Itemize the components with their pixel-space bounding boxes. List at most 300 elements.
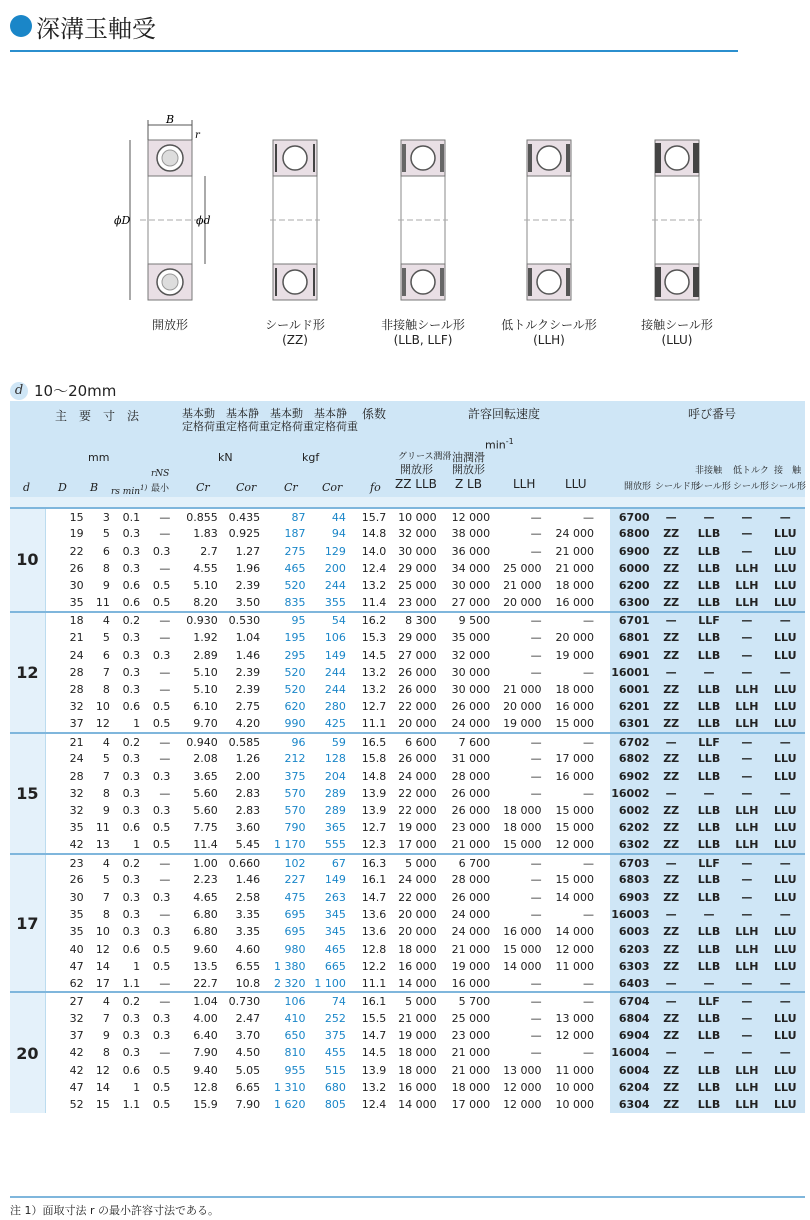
table-row xyxy=(10,923,805,940)
hdr-t-contact1: 接 触 xyxy=(774,466,802,476)
cell-f0: 12.7 xyxy=(361,700,387,714)
cell-llu2: — xyxy=(766,854,806,871)
cell-k2: 425 xyxy=(324,717,346,731)
cell-B: 7 xyxy=(102,890,110,904)
cell-r: 0.3 xyxy=(122,631,141,645)
cell-llu2: LLU xyxy=(766,750,806,767)
cell-f0: 12.4 xyxy=(361,1098,387,1112)
cell-llu2: LLU xyxy=(766,716,806,733)
hdr-col-B: B xyxy=(90,481,99,494)
cell-k2: 74 xyxy=(306,992,346,1009)
cell-B: 13 xyxy=(95,838,110,852)
cell-llb: LLB xyxy=(690,1079,728,1096)
cell-open: 6000 xyxy=(610,560,652,577)
hdr-callno: 呼び番号 xyxy=(688,407,737,421)
cell-f0: 15.7 xyxy=(346,508,386,525)
cell-B: 6 xyxy=(102,544,110,558)
cell-r1: 0.5 xyxy=(152,1080,171,1094)
spacer-cell xyxy=(594,975,610,992)
cell-oil: 30 000 xyxy=(451,683,491,697)
cell-r1: 0.3 xyxy=(152,1029,171,1043)
table-row xyxy=(10,767,805,784)
page-title xyxy=(10,10,156,42)
cell-llu2: LLU xyxy=(766,1027,806,1044)
cell-open: 6704 xyxy=(610,992,652,1009)
cell-zz: 14 000 xyxy=(398,976,437,990)
cell-r: 0.2 xyxy=(110,992,140,1009)
cell-llh: — xyxy=(490,612,541,629)
cell-open: 6002 xyxy=(610,802,652,819)
cell-llb: LLB xyxy=(690,889,728,906)
hdr-speed-unit: $\min^{-1}$ xyxy=(485,437,514,452)
cell-zz: 20 000 xyxy=(398,717,437,731)
cell-zz: 18 000 xyxy=(398,1046,437,1060)
cell-D: 32 xyxy=(69,1011,84,1025)
cell-r: 0.3 xyxy=(122,873,141,887)
cell-llu: — xyxy=(583,1046,595,1060)
cell-r1: 0.5 xyxy=(152,838,171,852)
hdr-load1b: 定格荷重 xyxy=(182,420,226,433)
cell-llh2: — xyxy=(728,767,765,784)
spacer-cell xyxy=(594,612,610,629)
cell-open: 6703 xyxy=(610,854,652,871)
cell-r1: 0.3 xyxy=(152,769,171,783)
cell-zz: 16 000 xyxy=(398,1080,437,1094)
cell-llu: — xyxy=(542,612,594,629)
cell-llh2: LLH xyxy=(728,577,765,594)
cell-zzs: — xyxy=(653,854,690,871)
cell-llh: — xyxy=(530,648,542,662)
table-row xyxy=(10,1044,805,1061)
cell-llu2: LLU xyxy=(766,560,806,577)
range-text: 10～20mm xyxy=(34,382,117,400)
cell-D: 27 xyxy=(45,992,83,1009)
cell-llh2: LLH xyxy=(728,594,765,611)
cell-llu: — xyxy=(583,907,595,921)
cell-k1: 96 xyxy=(260,733,305,750)
cell-llh: 19 000 xyxy=(503,717,542,731)
cell-oil: 30 000 xyxy=(451,665,491,679)
cell-r1: — xyxy=(159,631,171,645)
cell-zzs: — xyxy=(653,664,690,681)
cell-zzs: — xyxy=(653,975,690,992)
cell-llb: LLF xyxy=(690,612,728,629)
cell-f0: 12.4 xyxy=(361,562,387,576)
cell-C0r: 1.26 xyxy=(235,752,261,766)
cell-f0: 14.8 xyxy=(361,769,387,783)
table-row xyxy=(10,750,805,767)
cell-C0r: 2.83 xyxy=(235,786,261,800)
cell-Cr: 1.00 xyxy=(170,854,217,871)
cell-k2: 94 xyxy=(331,527,346,541)
cell-llb: LLB xyxy=(690,767,728,784)
cell-r1: 0.5 xyxy=(152,942,171,956)
hdr-t-shield: シールド形 xyxy=(655,482,700,492)
cell-zzs: ZZ xyxy=(653,646,690,663)
cell-open: 6203 xyxy=(610,940,652,957)
table-row xyxy=(10,975,805,992)
cell-C0r: 0.660 xyxy=(218,854,260,871)
cell-D: 35 xyxy=(69,907,84,921)
cell-llh: 21 000 xyxy=(503,683,542,697)
hdr-min: 最小 xyxy=(151,484,170,494)
cell-zz: 5 000 xyxy=(386,992,436,1009)
cell-k1: 2 320 xyxy=(274,976,306,990)
hdr-t-noncontact2: シール形 xyxy=(695,482,731,492)
spacer-cell xyxy=(594,923,610,940)
cell-llb: LLB xyxy=(690,819,728,836)
spacer-cell xyxy=(594,871,610,888)
cell-zzs: ZZ xyxy=(653,958,690,975)
hdr-oil: 油潤滑 xyxy=(452,451,485,464)
hdr-col-d: d xyxy=(23,481,31,494)
spacer-cell xyxy=(594,1010,610,1027)
cell-C0r: 6.65 xyxy=(235,1080,261,1094)
cell-B: 5 xyxy=(102,527,110,541)
cell-zz: 26 000 xyxy=(398,683,437,697)
cell-B: 9 xyxy=(102,804,110,818)
cell-oil: 17 000 xyxy=(451,1098,491,1112)
cell-llb: — xyxy=(690,975,728,992)
cell-zz: 19 000 xyxy=(398,1029,437,1043)
cell-k2: 44 xyxy=(306,508,346,525)
cell-C0r: 3.35 xyxy=(235,925,261,939)
hdr-rns: rNS xyxy=(151,469,170,479)
cell-llu: — xyxy=(542,733,594,750)
cell-open: 6901 xyxy=(610,646,652,663)
cell-llu: — xyxy=(583,786,595,800)
hdr-t-lowtorque1: 低トルク xyxy=(733,466,769,476)
cell-r: 0.3 xyxy=(122,1011,141,1025)
cell-llu: 20 000 xyxy=(555,631,595,645)
cell-llh2: — xyxy=(728,646,765,663)
table-row xyxy=(10,992,805,1009)
cell-k2: 106 xyxy=(324,631,346,645)
cell-llb: LLF xyxy=(690,854,728,871)
cell-zzs: ZZ xyxy=(653,1079,690,1096)
cell-llu2: LLU xyxy=(766,767,806,784)
cell-oil: 5 700 xyxy=(437,992,490,1009)
cell-f0: 12.2 xyxy=(361,959,387,973)
spacer-cell xyxy=(594,767,610,784)
cell-llb: — xyxy=(690,508,728,525)
hdr-main-dims: 主 要 寸 法 xyxy=(55,409,140,423)
cell-llu2: — xyxy=(766,975,806,992)
cell-zz: 23 000 xyxy=(398,596,437,610)
table-row xyxy=(10,612,805,629)
cell-Cr: 5.10 xyxy=(193,665,218,679)
table-row xyxy=(10,525,805,542)
cell-llu: 14 000 xyxy=(555,890,595,904)
cell-k2: 59 xyxy=(306,733,346,750)
cell-llh: — xyxy=(530,1029,542,1043)
cell-k2: 204 xyxy=(324,769,346,783)
cell-C0r: 2.00 xyxy=(235,769,261,783)
cell-llu2: — xyxy=(766,612,806,629)
cell-C0r: 5.05 xyxy=(235,1063,261,1077)
cell-r1: — xyxy=(140,992,170,1009)
cell-C0r: 1.46 xyxy=(235,873,261,887)
cell-zz: 17 000 xyxy=(398,838,437,852)
cell-llu: 12 000 xyxy=(555,838,595,852)
cell-llb: LLB xyxy=(690,543,728,560)
cell-open: 6903 xyxy=(610,889,652,906)
spacer-cell xyxy=(594,958,610,975)
cell-r: 0.6 xyxy=(122,579,141,593)
cell-open: 6702 xyxy=(610,733,652,750)
cell-C0r: 4.20 xyxy=(235,717,261,731)
cell-llh2: — xyxy=(728,543,765,560)
cell-r1: 0.5 xyxy=(152,821,171,835)
cell-open: 6904 xyxy=(610,1027,652,1044)
cell-C0r: 7.90 xyxy=(235,1098,261,1112)
cell-C0r: 6.55 xyxy=(235,959,261,973)
cell-oil: 25 000 xyxy=(451,1011,491,1025)
cell-Cr: 2.89 xyxy=(193,648,218,662)
cell-oil: 6 700 xyxy=(437,854,490,871)
table-row xyxy=(10,560,805,577)
cell-k1: 475 xyxy=(284,890,306,904)
cell-B: 4 xyxy=(84,992,110,1009)
cell-Cr: 6.40 xyxy=(193,1029,218,1043)
spacer-cell xyxy=(594,940,610,957)
table-row xyxy=(10,802,805,819)
cell-r: 0.6 xyxy=(122,942,141,956)
cell-B: 7 xyxy=(102,769,110,783)
cell-zz: 8 300 xyxy=(386,612,436,629)
cell-D: 26 xyxy=(69,873,84,887)
cell-llu: 11 000 xyxy=(555,959,595,973)
cell-open: 16004 xyxy=(610,1044,652,1061)
cell-open: 6204 xyxy=(610,1079,652,1096)
cell-zz: 19 000 xyxy=(398,821,437,835)
cell-llh: — xyxy=(490,508,541,525)
cell-r: 0.3 xyxy=(122,544,141,558)
cell-llb: LLB xyxy=(690,958,728,975)
cell-k2: 289 xyxy=(324,786,346,800)
cell-r: 0.6 xyxy=(122,596,141,610)
hdr-grease: グリース潤滑 xyxy=(398,452,452,462)
hdr-zz-llb: ZZ LLB xyxy=(395,477,437,491)
cell-oil: 34 000 xyxy=(451,562,491,576)
cell-D: 47 xyxy=(69,959,84,973)
cell-zz: 32 000 xyxy=(398,527,437,541)
cell-zz: 24 000 xyxy=(398,769,437,783)
cell-llu: 24 000 xyxy=(555,527,595,541)
cell-zz: 18 000 xyxy=(398,942,437,956)
cell-k2: 375 xyxy=(324,1029,346,1043)
dim-r-label: r xyxy=(195,130,200,141)
cell-llh2: — xyxy=(728,889,765,906)
cell-llu: — xyxy=(542,854,594,871)
cell-k1: 980 xyxy=(284,942,306,956)
spacer-cell xyxy=(594,1079,610,1096)
cell-oil: 26 000 xyxy=(451,700,491,714)
table-row xyxy=(10,1010,805,1027)
cell-r: 0.3 xyxy=(122,1046,141,1060)
cell-r1: 0.5 xyxy=(152,596,171,610)
cell-llu: — xyxy=(583,665,595,679)
cell-zzs: — xyxy=(653,733,690,750)
cell-oil: 19 000 xyxy=(451,959,491,973)
caption-contact: 接触シール形 (LLU) xyxy=(641,318,713,347)
cell-Cr: 1.04 xyxy=(170,992,217,1009)
cell-f0: 15.5 xyxy=(361,1011,387,1025)
cell-llu2: LLU xyxy=(766,1062,806,1079)
cell-B: 4 xyxy=(84,733,110,750)
table-row xyxy=(10,906,805,923)
cell-k2: 355 xyxy=(324,596,346,610)
cell-llh: 12 000 xyxy=(503,1080,542,1094)
dim-D-label: ϕD xyxy=(114,214,131,227)
cell-f0: 14.5 xyxy=(361,648,387,662)
spacer-cell xyxy=(594,716,610,733)
cell-zz: 29 000 xyxy=(398,562,437,576)
cell-k2: 805 xyxy=(324,1098,346,1112)
cell-k2: 455 xyxy=(324,1046,346,1060)
cell-r1: — xyxy=(159,976,171,990)
cell-r: 1.1 xyxy=(122,976,141,990)
spacer-cell xyxy=(594,698,610,715)
cell-Cr: 4.65 xyxy=(193,890,218,904)
table-row xyxy=(10,854,805,871)
cell-B: 5 xyxy=(102,752,110,766)
cell-r: 0.2 xyxy=(110,612,140,629)
cell-open: 6303 xyxy=(610,958,652,975)
cell-r: 0.3 xyxy=(122,907,141,921)
cell-k1: 1 310 xyxy=(274,1080,306,1094)
cell-r: 1 xyxy=(133,838,141,852)
cell-llh2: — xyxy=(728,525,765,542)
table-row xyxy=(10,785,805,802)
cell-llb: LLB xyxy=(690,750,728,767)
cell-open: 6802 xyxy=(610,750,652,767)
cell-r: 1 xyxy=(133,959,141,973)
cell-oil: 12 000 xyxy=(437,508,490,525)
cell-llh2: LLH xyxy=(728,958,765,975)
cell-oil: 21 000 xyxy=(451,1046,491,1060)
cell-Cr: 12.8 xyxy=(193,1080,218,1094)
spacer-cell xyxy=(594,525,610,542)
cell-r1: 0.3 xyxy=(152,1011,171,1025)
hdr-col-C0r: Cor xyxy=(236,481,257,494)
cell-llh2: — xyxy=(728,629,765,646)
cell-llb: LLB xyxy=(690,629,728,646)
hdr-col-C0r2: Cor xyxy=(322,481,343,494)
cell-llb: LLB xyxy=(690,716,728,733)
cell-oil: 38 000 xyxy=(451,527,491,541)
cell-llb: — xyxy=(690,906,728,923)
cell-oil: 18 000 xyxy=(451,1080,491,1094)
cell-zzs: ZZ xyxy=(653,560,690,577)
cell-zz: 16 000 xyxy=(398,959,437,973)
cell-r1: 0.3 xyxy=(152,544,171,558)
cell-zzs: ZZ xyxy=(653,767,690,784)
hdr-load3b: 定格荷重 xyxy=(270,420,314,433)
hdr-col-r: rs $\min^{1)}$ xyxy=(111,484,148,497)
cell-B: 8 xyxy=(102,1046,110,1060)
cell-open: 6003 xyxy=(610,923,652,940)
spacer-cell xyxy=(594,664,610,681)
cell-oil: 24 000 xyxy=(451,925,491,939)
cell-llu: 19 000 xyxy=(555,648,595,662)
cell-llh: — xyxy=(490,733,541,750)
cell-llh2: — xyxy=(728,1027,765,1044)
cell-llh2: LLH xyxy=(728,1079,765,1096)
cell-D: 42 xyxy=(69,1046,84,1060)
cell-llu2: LLU xyxy=(766,1010,806,1027)
cell-zzs: ZZ xyxy=(653,802,690,819)
cell-open: 6201 xyxy=(610,698,652,715)
cell-zzs: ZZ xyxy=(653,819,690,836)
cell-C0r: 1.27 xyxy=(235,544,261,558)
cell-B: 9 xyxy=(102,1029,110,1043)
cell-zz: 14 000 xyxy=(398,1098,437,1112)
cell-llh: — xyxy=(490,992,541,1009)
cell-D: 37 xyxy=(69,1029,84,1043)
cell-D: 47 xyxy=(69,1080,84,1094)
cell-r1: — xyxy=(159,527,171,541)
cell-zz: 22 000 xyxy=(398,786,437,800)
cell-Cr: 0.855 xyxy=(170,508,217,525)
cell-Cr: 9.40 xyxy=(193,1063,218,1077)
cell-k1: 106 xyxy=(260,992,305,1009)
cell-llu: — xyxy=(542,508,594,525)
cell-r1: — xyxy=(140,508,170,525)
cell-k1: 790 xyxy=(284,821,306,835)
cell-llu2: — xyxy=(766,906,806,923)
table-row xyxy=(10,646,805,663)
cell-zzs: ZZ xyxy=(653,1010,690,1027)
hdr-speed: 許容回転速度 xyxy=(468,407,541,421)
cell-r1: 0.5 xyxy=(152,959,171,973)
cell-D: 30 xyxy=(69,890,84,904)
cell-llh2: — xyxy=(728,992,765,1009)
cell-zz: 22 000 xyxy=(398,700,437,714)
cell-llh: 15 000 xyxy=(503,942,542,956)
cell-r: 0.3 xyxy=(122,562,141,576)
cell-llu: 10 000 xyxy=(555,1080,595,1094)
cell-r1: 0.3 xyxy=(152,925,171,939)
cell-zzs: — xyxy=(653,612,690,629)
cell-C0r: 1.04 xyxy=(235,631,261,645)
cell-oil: 23 000 xyxy=(451,1029,491,1043)
cell-llu2: LLU xyxy=(766,1079,806,1096)
cell-llu: 16 000 xyxy=(555,700,595,714)
cell-llh2: LLH xyxy=(728,940,765,957)
cell-llu2: LLU xyxy=(766,681,806,698)
cell-D: 19 xyxy=(69,527,84,541)
cell-f0: 14.5 xyxy=(361,1046,387,1060)
cell-f0: 13.6 xyxy=(361,925,387,939)
cell-llh2: LLH xyxy=(728,802,765,819)
table-row xyxy=(10,664,805,681)
cell-r: 1 xyxy=(133,1080,141,1094)
hdr-grease-open: 開放形 xyxy=(400,463,433,476)
cell-llh: — xyxy=(530,1011,542,1025)
table-row xyxy=(10,577,805,594)
cell-llb: LLF xyxy=(690,733,728,750)
cell-llh2: — xyxy=(728,1010,765,1027)
cell-D: 18 xyxy=(45,612,83,629)
spacer-cell xyxy=(594,819,610,836)
cell-B: 15 xyxy=(95,1098,110,1112)
caption-noncontact: 非接触シール形 (LLB, LLF) xyxy=(381,318,465,347)
cell-f0: 12.7 xyxy=(361,821,387,835)
caption-open: 開放形 xyxy=(151,318,188,332)
hdr-col-Cr2: Cr xyxy=(284,481,298,494)
table-row xyxy=(10,543,805,560)
